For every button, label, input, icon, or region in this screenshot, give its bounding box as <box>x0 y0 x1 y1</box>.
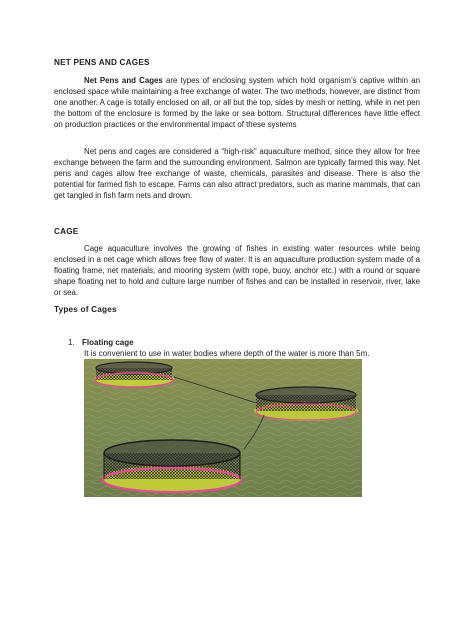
paragraph-cage-aquaculture: Cage aquaculture involves the growing of fishes in existing water resources while being enclosed in a net cage which allows free flow of water. It is an aquaculture production system made of a floating frame, net materials, and mooring system (with rope, buoy, anchor etc.) with a round or square shape floating net to hold and culture large number of fishes and can be installed in reservoir, river, lake or sea. <box>54 244 420 297</box>
floating-cages-illustration <box>84 359 362 497</box>
list-number: 1. <box>68 338 75 347</box>
list-item-description: It is convenient to use in water bodies where depth of the water is more than 5m. <box>84 349 370 358</box>
section-heading-net-pens: NET PENS AND CAGES <box>54 58 150 67</box>
paragraph-net-pens-definition <box>54 75 420 130</box>
list-item-floating-cage <box>68 337 134 348</box>
cage-right <box>254 387 358 421</box>
cage-front <box>102 440 242 493</box>
paragraph-high-risk: Net pens and cages are considered a “high-risk” aquaculture method, since they allow for free exchange between the farm and the surrounding environment. Salmon are typically farmed this way. Net pens and cages allow free exchange of waste, chemicals, parasites and disease. There is also the potential for farmed fish to escape. Farms can also attract predators, such as marine mammals, that can get tangled in fish farm nets and drown. <box>54 147 420 200</box>
floating-cages-photo <box>84 359 362 497</box>
cage-top-left <box>94 362 174 387</box>
section-heading-cage: CAGE <box>54 227 79 236</box>
paragraph-net-pens-definition-text: are types of enclosing system which hold organism’s captive within an enclosed space while maintaining a free exchange of water. The two methods, however, are distinct from one another. A cage is totally enclosed on all, or all but the top, sides by mesh or netting, while in net pen the bottom of the enclosure is formed by the lake or sea bottom. Structural differences have little effect on production practices or the environmental impact of these systems <box>54 76 420 129</box>
list-item-title: Floating cage <box>82 338 134 347</box>
term-net-pens-and-cages: Net Pens and Cages <box>84 76 163 85</box>
section-heading-types-of-cages: Types of Cages <box>54 305 117 314</box>
